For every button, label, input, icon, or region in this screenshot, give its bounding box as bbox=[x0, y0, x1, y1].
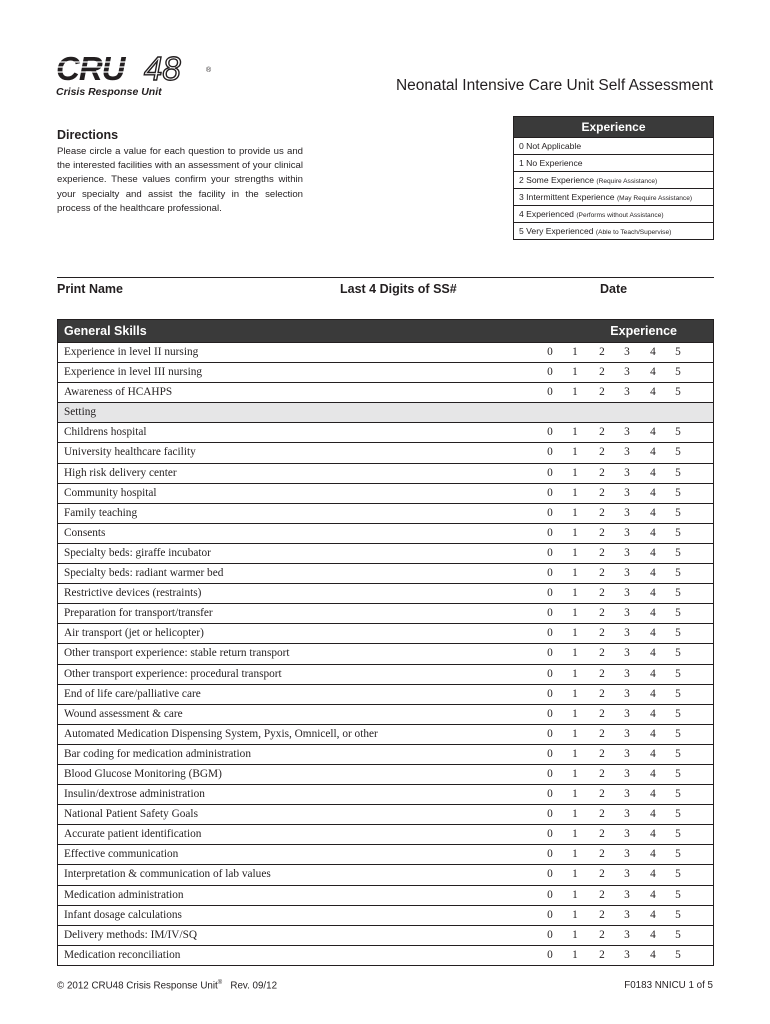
skill-row bbox=[58, 342, 713, 362]
footer-copyright bbox=[57, 980, 277, 991]
score-option-0[interactable]: 0 bbox=[547, 386, 553, 399]
experience-key-note: (Require Assistance) bbox=[596, 178, 658, 185]
print-name-label: Print Name bbox=[57, 282, 123, 296]
skill-row bbox=[58, 382, 713, 402]
score-option-4[interactable]: 4 bbox=[650, 366, 656, 379]
score-option-3[interactable]: 3 bbox=[624, 506, 630, 519]
score-option-5[interactable]: 5 bbox=[675, 446, 681, 459]
skill-row bbox=[58, 704, 713, 724]
score-option-0[interactable]: 0 bbox=[547, 466, 553, 479]
score-option-5[interactable]: 5 bbox=[675, 567, 681, 580]
skill-label: Other transport experience: procedural transport bbox=[64, 667, 282, 680]
score-option-4[interactable]: 4 bbox=[650, 788, 656, 801]
experience-key-note: (May Require Assistance) bbox=[616, 195, 693, 202]
score-option-3[interactable]: 3 bbox=[624, 426, 630, 439]
registered-mark: ® bbox=[217, 980, 223, 986]
score-option-3[interactable]: 3 bbox=[624, 747, 630, 760]
score-option-5[interactable]: 5 bbox=[675, 848, 681, 861]
score-option-2[interactable]: 2 bbox=[599, 747, 605, 760]
score-option-2[interactable]: 2 bbox=[599, 687, 605, 700]
score-option-1[interactable]: 1 bbox=[572, 647, 578, 660]
skill-row bbox=[58, 583, 713, 603]
skill-label: Infant dosage calculations bbox=[64, 908, 182, 921]
score-option-2[interactable]: 2 bbox=[599, 466, 605, 479]
score-option-2[interactable]: 2 bbox=[599, 386, 605, 399]
skill-row bbox=[58, 362, 713, 382]
skill-label: Preparation for transport/transfer bbox=[64, 607, 213, 620]
skill-label: Bar coding for medication administration bbox=[64, 747, 251, 760]
score-option-5[interactable]: 5 bbox=[675, 486, 681, 499]
section-row bbox=[58, 402, 713, 422]
score-option-3[interactable]: 3 bbox=[624, 848, 630, 861]
score-option-2[interactable]: 2 bbox=[599, 788, 605, 801]
score-option-1[interactable]: 1 bbox=[572, 446, 578, 459]
score-option-2[interactable]: 2 bbox=[599, 868, 605, 881]
experience-key bbox=[513, 116, 714, 240]
skill-row bbox=[58, 724, 713, 744]
score-option-1[interactable]: 1 bbox=[572, 667, 578, 680]
score-option-1[interactable]: 1 bbox=[572, 707, 578, 720]
score-option-1[interactable]: 1 bbox=[572, 848, 578, 861]
general-skills-title: General Skills bbox=[64, 324, 147, 338]
skill-row bbox=[58, 623, 713, 643]
score-option-3[interactable]: 3 bbox=[624, 928, 630, 941]
score-option-4[interactable]: 4 bbox=[650, 627, 656, 640]
score-option-2[interactable]: 2 bbox=[599, 607, 605, 620]
score-option-5[interactable]: 5 bbox=[675, 546, 681, 559]
score-option-4[interactable]: 4 bbox=[650, 526, 656, 539]
section-label: Setting bbox=[64, 406, 97, 419]
score-option-1[interactable]: 1 bbox=[572, 808, 578, 821]
score-option-4[interactable]: 4 bbox=[650, 727, 656, 740]
score-option-0[interactable]: 0 bbox=[547, 747, 553, 760]
score-option-0[interactable]: 0 bbox=[547, 546, 553, 559]
skill-label: Experience in level III nursing bbox=[64, 366, 203, 379]
score-option-3[interactable]: 3 bbox=[624, 466, 630, 479]
score-option-1[interactable]: 1 bbox=[572, 747, 578, 760]
experience-column-title: Experience bbox=[610, 324, 677, 338]
score-option-0[interactable]: 0 bbox=[547, 707, 553, 720]
score-option-5[interactable]: 5 bbox=[675, 747, 681, 760]
skill-label: High risk delivery center bbox=[64, 466, 177, 479]
experience-key-label: 5 Very Experienced bbox=[519, 226, 594, 236]
score-option-5[interactable]: 5 bbox=[675, 928, 681, 941]
score-option-3[interactable]: 3 bbox=[624, 587, 630, 600]
score-option-0[interactable]: 0 bbox=[547, 828, 553, 841]
score-option-3[interactable]: 3 bbox=[624, 808, 630, 821]
score-option-0[interactable]: 0 bbox=[547, 446, 553, 459]
score-option-4[interactable]: 4 bbox=[650, 667, 656, 680]
score-option-4[interactable]: 4 bbox=[650, 948, 656, 961]
skill-label: National Patient Safety Goals bbox=[64, 808, 198, 821]
skill-label: Consents bbox=[64, 526, 106, 539]
score-option-1[interactable]: 1 bbox=[572, 607, 578, 620]
score-option-4[interactable]: 4 bbox=[650, 607, 656, 620]
score-option-0[interactable]: 0 bbox=[547, 908, 553, 921]
score-option-4[interactable]: 4 bbox=[650, 386, 656, 399]
score-option-5[interactable]: 5 bbox=[675, 426, 681, 439]
score-option-5[interactable]: 5 bbox=[675, 687, 681, 700]
skill-label: Medication administration bbox=[64, 888, 184, 901]
score-option-2[interactable]: 2 bbox=[599, 948, 605, 961]
score-option-1[interactable]: 1 bbox=[572, 767, 578, 780]
skill-label: Interpretation & communication of lab values bbox=[64, 868, 271, 881]
score-option-4[interactable]: 4 bbox=[650, 868, 656, 881]
score-option-3[interactable]: 3 bbox=[624, 788, 630, 801]
score-option-2[interactable]: 2 bbox=[599, 587, 605, 600]
score-option-2[interactable]: 2 bbox=[599, 546, 605, 559]
score-option-4[interactable]: 4 bbox=[650, 928, 656, 941]
skill-label: Specialty beds: radiant warmer bed bbox=[64, 567, 224, 580]
page-title: Neonatal Intensive Care Unit Self Assessment bbox=[395, 77, 713, 94]
score-option-2[interactable]: 2 bbox=[599, 727, 605, 740]
svg-text:®: ® bbox=[206, 67, 212, 74]
score-option-4[interactable]: 4 bbox=[650, 346, 656, 358]
score-option-1[interactable]: 1 bbox=[572, 526, 578, 539]
score-option-3[interactable]: 3 bbox=[624, 908, 630, 921]
svg-text:48: 48 bbox=[144, 50, 181, 87]
score-option-5[interactable]: 5 bbox=[675, 526, 681, 539]
score-option-3[interactable]: 3 bbox=[624, 346, 630, 358]
score-option-1[interactable]: 1 bbox=[572, 366, 578, 379]
ss-digits-label: Last 4 Digits of SS# bbox=[340, 282, 457, 296]
score-option-2[interactable]: 2 bbox=[599, 667, 605, 680]
score-option-1[interactable]: 1 bbox=[572, 567, 578, 580]
score-option-1[interactable]: 1 bbox=[572, 546, 578, 559]
score-option-2[interactable]: 2 bbox=[599, 767, 605, 780]
score-option-2[interactable]: 2 bbox=[599, 908, 605, 921]
score-option-3[interactable]: 3 bbox=[624, 687, 630, 700]
skill-label: Air transport (jet or helicopter) bbox=[64, 627, 204, 640]
score-option-4[interactable]: 4 bbox=[650, 546, 656, 559]
score-option-3[interactable]: 3 bbox=[624, 868, 630, 881]
score-option-4[interactable]: 4 bbox=[650, 486, 656, 499]
experience-key-row bbox=[514, 171, 713, 188]
score-option-0[interactable]: 0 bbox=[547, 526, 553, 539]
experience-key-note: (Performs without Assistance) bbox=[576, 212, 664, 219]
score-option-5[interactable]: 5 bbox=[675, 647, 681, 660]
skill-row bbox=[58, 684, 713, 704]
score-option-3[interactable]: 3 bbox=[624, 386, 630, 399]
score-option-5[interactable]: 5 bbox=[675, 767, 681, 780]
skill-row bbox=[58, 905, 713, 925]
score-option-0[interactable]: 0 bbox=[547, 788, 553, 801]
score-option-1[interactable]: 1 bbox=[572, 908, 578, 921]
score-option-4[interactable]: 4 bbox=[650, 767, 656, 780]
skill-row bbox=[58, 945, 713, 965]
skill-row bbox=[58, 463, 713, 483]
score-option-1[interactable]: 1 bbox=[572, 346, 578, 358]
general-skills-table bbox=[57, 319, 714, 966]
score-option-3[interactable]: 3 bbox=[624, 707, 630, 720]
score-option-0[interactable]: 0 bbox=[547, 687, 553, 700]
score-option-5[interactable]: 5 bbox=[675, 627, 681, 640]
skill-row bbox=[58, 784, 713, 804]
score-option-0[interactable]: 0 bbox=[547, 346, 553, 358]
score-option-2[interactable]: 2 bbox=[599, 888, 605, 901]
skill-row bbox=[58, 744, 713, 764]
skill-label: Delivery methods: IM/IV/SQ bbox=[64, 928, 198, 941]
score-option-5[interactable]: 5 bbox=[675, 346, 681, 358]
score-option-3[interactable]: 3 bbox=[624, 486, 630, 499]
directions-text: Please circle a value for each question to provide us and the interested facilities with an assessment of your clinical experience. These values confirm your strengths within your specialty and assist the facility in the selection process of the healthcare professional. bbox=[57, 146, 303, 214]
experience-key-label: 3 Intermittent Experience bbox=[519, 192, 615, 202]
score-option-2[interactable]: 2 bbox=[599, 426, 605, 439]
score-option-1[interactable]: 1 bbox=[572, 828, 578, 841]
score-option-2[interactable]: 2 bbox=[599, 627, 605, 640]
score-option-0[interactable]: 0 bbox=[547, 767, 553, 780]
score-option-3[interactable]: 3 bbox=[624, 667, 630, 680]
score-option-2[interactable]: 2 bbox=[599, 486, 605, 499]
skill-row bbox=[58, 643, 713, 663]
score-option-4[interactable]: 4 bbox=[650, 808, 656, 821]
score-option-0[interactable]: 0 bbox=[547, 808, 553, 821]
skill-row bbox=[58, 563, 713, 583]
score-option-4[interactable]: 4 bbox=[650, 647, 656, 660]
score-option-4[interactable]: 4 bbox=[650, 446, 656, 459]
score-option-5[interactable]: 5 bbox=[675, 506, 681, 519]
score-option-4[interactable]: 4 bbox=[650, 707, 656, 720]
skill-label: University healthcare facility bbox=[64, 446, 196, 459]
score-option-5[interactable]: 5 bbox=[675, 587, 681, 600]
score-option-5[interactable]: 5 bbox=[675, 868, 681, 881]
score-option-5[interactable]: 5 bbox=[675, 366, 681, 379]
experience-key-row bbox=[514, 154, 713, 171]
score-option-1[interactable]: 1 bbox=[572, 888, 578, 901]
score-option-1[interactable]: 1 bbox=[572, 948, 578, 961]
score-option-4[interactable]: 4 bbox=[650, 888, 656, 901]
skill-row bbox=[58, 503, 713, 523]
score-option-5[interactable]: 5 bbox=[675, 386, 681, 399]
experience-key-note: (Able to Teach/Supervise) bbox=[595, 229, 672, 236]
score-option-3[interactable]: 3 bbox=[624, 366, 630, 379]
score-option-3[interactable]: 3 bbox=[624, 567, 630, 580]
score-option-4[interactable]: 4 bbox=[650, 567, 656, 580]
score-option-5[interactable]: 5 bbox=[675, 788, 681, 801]
score-option-3[interactable]: 3 bbox=[624, 607, 630, 620]
score-option-4[interactable]: 4 bbox=[650, 506, 656, 519]
score-option-5[interactable]: 5 bbox=[675, 466, 681, 479]
skill-label: Restrictive devices (restraints) bbox=[64, 587, 202, 600]
skill-row bbox=[58, 925, 713, 945]
skill-row bbox=[58, 764, 713, 784]
skill-row bbox=[58, 664, 713, 684]
score-option-0[interactable]: 0 bbox=[547, 567, 553, 580]
score-option-0[interactable]: 0 bbox=[547, 667, 553, 680]
experience-key-label: 1 No Experience bbox=[519, 158, 583, 168]
score-option-1[interactable]: 1 bbox=[572, 386, 578, 399]
score-option-0[interactable]: 0 bbox=[547, 948, 553, 961]
skill-label: Insulin/dextrose administration bbox=[64, 788, 205, 801]
form-id: F0183 NNICU 1 of 5 bbox=[624, 980, 713, 991]
directions-title: Directions bbox=[57, 128, 119, 142]
experience-key-row bbox=[514, 222, 713, 239]
skill-label: Community hospital bbox=[64, 486, 157, 499]
experience-key-label: 0 Not Applicable bbox=[519, 141, 582, 151]
signature-line[interactable] bbox=[57, 277, 714, 278]
score-option-0[interactable]: 0 bbox=[547, 486, 553, 499]
experience-key-row bbox=[514, 137, 713, 154]
experience-key-title: Experience bbox=[514, 117, 713, 137]
score-option-0[interactable]: 0 bbox=[547, 727, 553, 740]
score-option-2[interactable]: 2 bbox=[599, 526, 605, 539]
experience-key-row bbox=[514, 205, 713, 222]
score-option-2[interactable]: 2 bbox=[599, 928, 605, 941]
skill-label: Specialty beds: giraffe incubator bbox=[64, 546, 211, 559]
score-option-2[interactable]: 2 bbox=[599, 346, 605, 358]
skill-row bbox=[58, 885, 713, 905]
score-option-1[interactable]: 1 bbox=[572, 426, 578, 439]
score-option-2[interactable]: 2 bbox=[599, 567, 605, 580]
skill-row bbox=[58, 844, 713, 864]
score-option-5[interactable]: 5 bbox=[675, 908, 681, 921]
cru48-logo bbox=[56, 50, 216, 100]
score-option-0[interactable]: 0 bbox=[547, 868, 553, 881]
score-option-2[interactable]: 2 bbox=[599, 366, 605, 379]
score-option-3[interactable]: 3 bbox=[624, 888, 630, 901]
score-option-0[interactable]: 0 bbox=[547, 366, 553, 379]
svg-text:Crisis Response Unit: Crisis Response Unit bbox=[56, 86, 162, 98]
skill-label: Awareness of HCAHPS bbox=[64, 386, 173, 399]
score-option-5[interactable]: 5 bbox=[675, 828, 681, 841]
score-option-0[interactable]: 0 bbox=[547, 928, 553, 941]
score-option-0[interactable]: 0 bbox=[547, 587, 553, 600]
score-option-1[interactable]: 1 bbox=[572, 486, 578, 499]
score-option-4[interactable]: 4 bbox=[650, 587, 656, 600]
score-option-0[interactable]: 0 bbox=[547, 848, 553, 861]
skill-label: Effective communication bbox=[64, 848, 179, 861]
skill-row bbox=[58, 523, 713, 543]
skill-row bbox=[58, 422, 713, 442]
skills-header bbox=[58, 320, 713, 342]
score-option-2[interactable]: 2 bbox=[599, 446, 605, 459]
date-label: Date bbox=[600, 282, 628, 296]
skill-label: Family teaching bbox=[64, 506, 138, 519]
score-option-1[interactable]: 1 bbox=[572, 587, 578, 600]
score-option-1[interactable]: 1 bbox=[572, 788, 578, 801]
score-option-5[interactable]: 5 bbox=[675, 948, 681, 961]
skill-row bbox=[58, 804, 713, 824]
skill-row bbox=[58, 603, 713, 623]
score-option-1[interactable]: 1 bbox=[572, 627, 578, 640]
score-option-4[interactable]: 4 bbox=[650, 426, 656, 439]
experience-key-label: 2 Some Experience bbox=[519, 175, 594, 185]
score-option-4[interactable]: 4 bbox=[650, 848, 656, 861]
score-option-2[interactable]: 2 bbox=[599, 506, 605, 519]
skill-label: Other transport experience: stable return transport bbox=[64, 647, 290, 660]
skill-label: Wound assessment & care bbox=[64, 707, 183, 720]
score-option-1[interactable]: 1 bbox=[572, 868, 578, 881]
score-option-2[interactable]: 2 bbox=[599, 808, 605, 821]
score-option-2[interactable]: 2 bbox=[599, 828, 605, 841]
score-option-2[interactable]: 2 bbox=[599, 647, 605, 660]
score-option-5[interactable]: 5 bbox=[675, 607, 681, 620]
score-option-3[interactable]: 3 bbox=[624, 727, 630, 740]
score-option-0[interactable]: 0 bbox=[547, 426, 553, 439]
skill-row bbox=[58, 824, 713, 844]
score-option-5[interactable]: 5 bbox=[675, 808, 681, 821]
revision-text: Rev. 09/12 bbox=[230, 980, 278, 992]
score-option-1[interactable]: 1 bbox=[572, 506, 578, 519]
skill-label: Automated Medication Dispensing System, Pyxis, Omnicell, or other bbox=[64, 727, 378, 740]
svg-text:CRU: CRU bbox=[56, 50, 125, 87]
score-option-5[interactable]: 5 bbox=[675, 707, 681, 720]
score-option-3[interactable]: 3 bbox=[624, 526, 630, 539]
score-option-4[interactable]: 4 bbox=[650, 908, 656, 921]
score-option-1[interactable]: 1 bbox=[572, 727, 578, 740]
experience-key-row bbox=[514, 188, 713, 205]
skill-label: Blood Glucose Monitoring (BGM) bbox=[64, 767, 222, 780]
score-option-4[interactable]: 4 bbox=[650, 747, 656, 760]
skill-label: Accurate patient identification bbox=[64, 828, 202, 841]
score-option-4[interactable]: 4 bbox=[650, 466, 656, 479]
score-option-0[interactable]: 0 bbox=[547, 506, 553, 519]
copyright-text: © 2012 CRU48 Crisis Response Unit bbox=[57, 980, 218, 992]
score-option-2[interactable]: 2 bbox=[599, 707, 605, 720]
skill-row bbox=[58, 483, 713, 503]
score-option-0[interactable]: 0 bbox=[547, 647, 553, 660]
score-option-3[interactable]: 3 bbox=[624, 767, 630, 780]
score-option-3[interactable]: 3 bbox=[624, 647, 630, 660]
experience-key-label: 4 Experienced bbox=[519, 209, 574, 219]
score-option-0[interactable]: 0 bbox=[547, 607, 553, 620]
score-option-3[interactable]: 3 bbox=[624, 446, 630, 459]
skill-row bbox=[58, 442, 713, 462]
skill-label: Experience in level II nursing bbox=[64, 346, 199, 358]
score-option-5[interactable]: 5 bbox=[675, 888, 681, 901]
score-option-5[interactable]: 5 bbox=[675, 727, 681, 740]
score-option-0[interactable]: 0 bbox=[547, 888, 553, 901]
score-option-1[interactable]: 1 bbox=[572, 687, 578, 700]
score-option-0[interactable]: 0 bbox=[547, 627, 553, 640]
skill-label: Medication reconciliation bbox=[64, 948, 181, 961]
score-option-3[interactable]: 3 bbox=[624, 546, 630, 559]
skill-row bbox=[58, 864, 713, 884]
score-option-4[interactable]: 4 bbox=[650, 687, 656, 700]
score-option-3[interactable]: 3 bbox=[624, 828, 630, 841]
skill-label: Childrens hospital bbox=[64, 426, 147, 439]
score-option-2[interactable]: 2 bbox=[599, 848, 605, 861]
skill-label: End of life care/palliative care bbox=[64, 687, 201, 700]
score-option-1[interactable]: 1 bbox=[572, 466, 578, 479]
score-option-5[interactable]: 5 bbox=[675, 667, 681, 680]
score-option-3[interactable]: 3 bbox=[624, 627, 630, 640]
score-option-4[interactable]: 4 bbox=[650, 828, 656, 841]
skill-row bbox=[58, 543, 713, 563]
score-option-3[interactable]: 3 bbox=[624, 948, 630, 961]
score-option-1[interactable]: 1 bbox=[572, 928, 578, 941]
